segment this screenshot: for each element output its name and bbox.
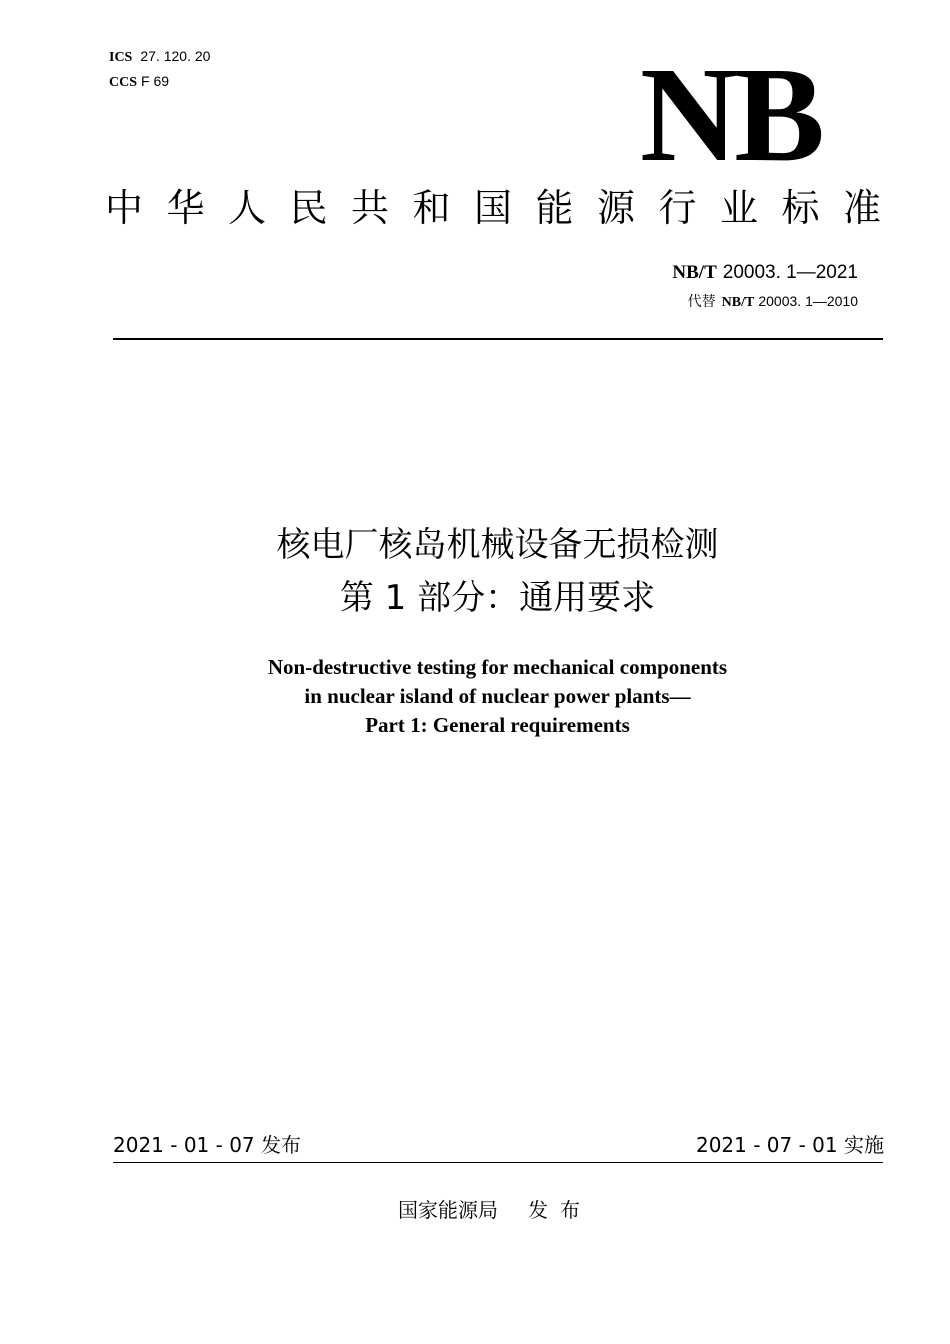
standard-prefix: NB/T bbox=[672, 262, 717, 283]
en-title-line1: Non-destructive testing for mechanical components bbox=[267, 655, 728, 679]
cn-title-line2: 第 1 部分：通用要求 bbox=[339, 578, 656, 618]
ccs-label: CCS bbox=[109, 75, 138, 90]
standard-number-value: 20003. 1—2021 bbox=[722, 262, 858, 283]
en-title-line3: Part 1: General requirements bbox=[365, 713, 630, 737]
replaces-prefix: NB/T bbox=[721, 295, 755, 310]
standard-number bbox=[672, 260, 858, 285]
ics-code bbox=[109, 47, 210, 67]
replaces-line bbox=[688, 291, 858, 313]
implementation-date: 2021 - 07 - 01 实施 bbox=[695, 1133, 884, 1157]
cn-title-line1: 核电厂核岛机械设备无损检测 bbox=[276, 525, 719, 565]
replaces-number: 20003. 1—2010 bbox=[758, 293, 858, 309]
publisher-line bbox=[398, 1196, 592, 1224]
issue-date: 2021 - 01 - 07 发布 bbox=[113, 1133, 302, 1157]
ics-value: 27. 120. 20 bbox=[140, 48, 211, 64]
bottom-divider bbox=[113, 1162, 883, 1163]
publisher-name: 国家能源局 bbox=[398, 1198, 498, 1222]
publisher-action: 发布 bbox=[528, 1198, 592, 1222]
ccs-value: F 69 bbox=[141, 73, 170, 89]
nb-logo: NB bbox=[640, 40, 821, 190]
top-divider bbox=[113, 338, 883, 340]
industry-standard-heading: 中华人民共和国能源行业标准 bbox=[105, 186, 905, 230]
replaces-label: 代替 bbox=[687, 294, 716, 310]
ccs-code bbox=[109, 72, 169, 92]
en-title-line2: in nuclear island of nuclear power plants— bbox=[304, 684, 691, 708]
ics-label: ICS bbox=[109, 50, 133, 65]
